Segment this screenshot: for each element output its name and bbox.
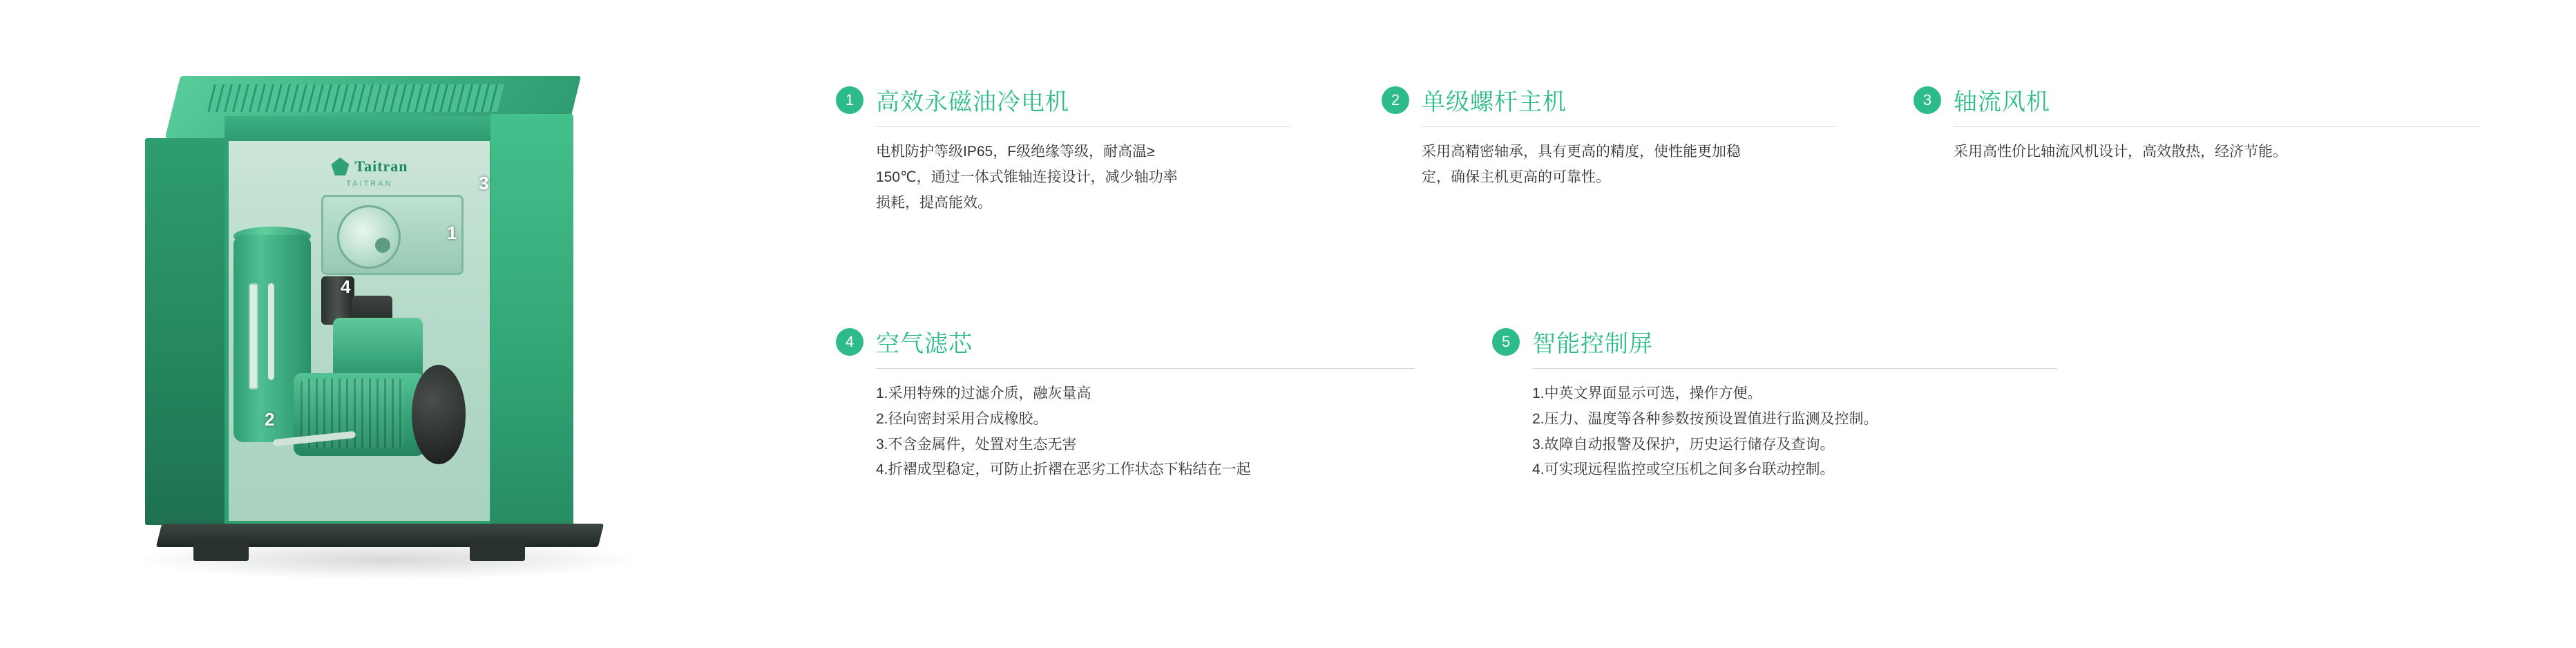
vertical-pipe: [268, 283, 274, 380]
brand-plate: [304, 151, 435, 182]
base-foot-right: [470, 543, 525, 561]
feature-4-number-badge: 4: [836, 328, 864, 356]
feature-5-number-badge: 5: [1492, 328, 1520, 356]
feature-4-line-4: 4.折褶成型稳定，可防止折褶在恶劣工作状态下粘结在一起: [876, 461, 1251, 478]
feature-4-divider: [876, 368, 1415, 369]
compressor-cabinet: [145, 76, 573, 525]
feature-5-line-1: 1.中英文界面显示可选，操作方便。: [1532, 385, 1762, 401]
feature-1-line-3: 损耗，提高能效。: [876, 194, 992, 211]
fan-hub: [375, 238, 390, 253]
brand-logo-icon: [331, 158, 349, 175]
axial-fan-housing: [321, 195, 464, 275]
feature-4-line-1: 1.采用特殊的过滤介质，融灰量高: [876, 385, 1091, 401]
product-image: [104, 55, 684, 608]
feature-item-5: [1492, 325, 2059, 483]
feature-item-3: [1914, 83, 2508, 165]
feature-3-number-badge: 3: [1914, 86, 1941, 114]
image-callout-1: 1: [447, 222, 457, 243]
feature-list: [836, 83, 2508, 594]
feature-3-header: [1914, 83, 2508, 117]
top-vent-louvers-icon: [207, 84, 504, 112]
feature-2-line-2: 定，确保主机更高的可靠性。: [1422, 169, 1610, 185]
feature-2-header: [1382, 83, 1858, 117]
feature-4-header: [836, 325, 1416, 359]
feature-2-divider: [1422, 126, 1836, 127]
feature-2-title: 单级螺杆主机: [1422, 89, 1567, 115]
feature-5-divider: [1532, 368, 2057, 369]
fan-blades-icon: [337, 205, 401, 269]
image-callout-3: 3: [479, 173, 489, 193]
brand-subtitle: TAITRAN: [346, 180, 393, 188]
feature-5-body: [1532, 381, 2059, 483]
feature-3-divider: [1954, 126, 2479, 127]
feature-3-title: 轴流风机: [1954, 89, 2050, 115]
feature-1-header: [836, 83, 1319, 117]
feature-2-line-1: 采用高精密轴承，具有更高的精度，使性能更加稳: [1422, 144, 1741, 160]
cabinet-right-panel: [490, 114, 573, 528]
feature-3-body: [1954, 140, 2479, 165]
image-callout-2: 2: [265, 409, 275, 430]
cabinet-front-face: [225, 116, 494, 141]
feature-item-1: [836, 83, 1319, 216]
feature-4-line-3: 3.不含金属件，处置对生态无害: [876, 436, 1077, 452]
feature-5-line-3: 3.故障自动报警及保护，历史运行储存及查询。: [1532, 436, 1835, 452]
image-callout-4: 4: [341, 276, 351, 297]
feature-1-line-1: 电机防护等级IP65，F级绝缘等级，耐高温≥: [876, 144, 1155, 160]
feature-2-number-badge: 2: [1382, 86, 1409, 114]
feature-4-body: [876, 381, 1416, 483]
feature-1-line-2: 150℃，通过一体式锥轴连接设计，减少轴功率: [876, 169, 1178, 185]
feature-4-line-2: 2.径向密封采用合成橡胶。: [876, 410, 1048, 427]
cabinet-left-panel: [145, 138, 228, 525]
feature-1-title: 高效永磁油冷电机: [876, 89, 1069, 115]
feature-5-header: [1492, 325, 2059, 359]
oil-level-gauge: [249, 283, 258, 390]
feature-item-4: [836, 325, 1416, 483]
base-foot-left: [193, 543, 249, 561]
feature-3-line-1: 采用高性价比轴流风机设计，高效散热，经济节能。: [1954, 144, 2287, 160]
feature-1-body: [876, 140, 1304, 216]
feature-5-title: 智能控制屏: [1532, 331, 1653, 357]
brand-name: Taitran: [354, 158, 408, 175]
feature-item-2: [1382, 83, 1858, 191]
feature-1-divider: [876, 126, 1290, 127]
feature-5-line-2: 2.压力、温度等各种参数按预设置值进行监测及控制。: [1532, 410, 1878, 427]
feature-5-line-4: 4.可实现远程监控或空压机之间多台联动控制。: [1532, 461, 1835, 478]
feature-2-body: [1422, 140, 1836, 191]
motor-end-cap: [412, 365, 466, 464]
feature-1-number-badge: 1: [836, 86, 864, 114]
feature-4-title: 空气滤芯: [876, 331, 973, 357]
